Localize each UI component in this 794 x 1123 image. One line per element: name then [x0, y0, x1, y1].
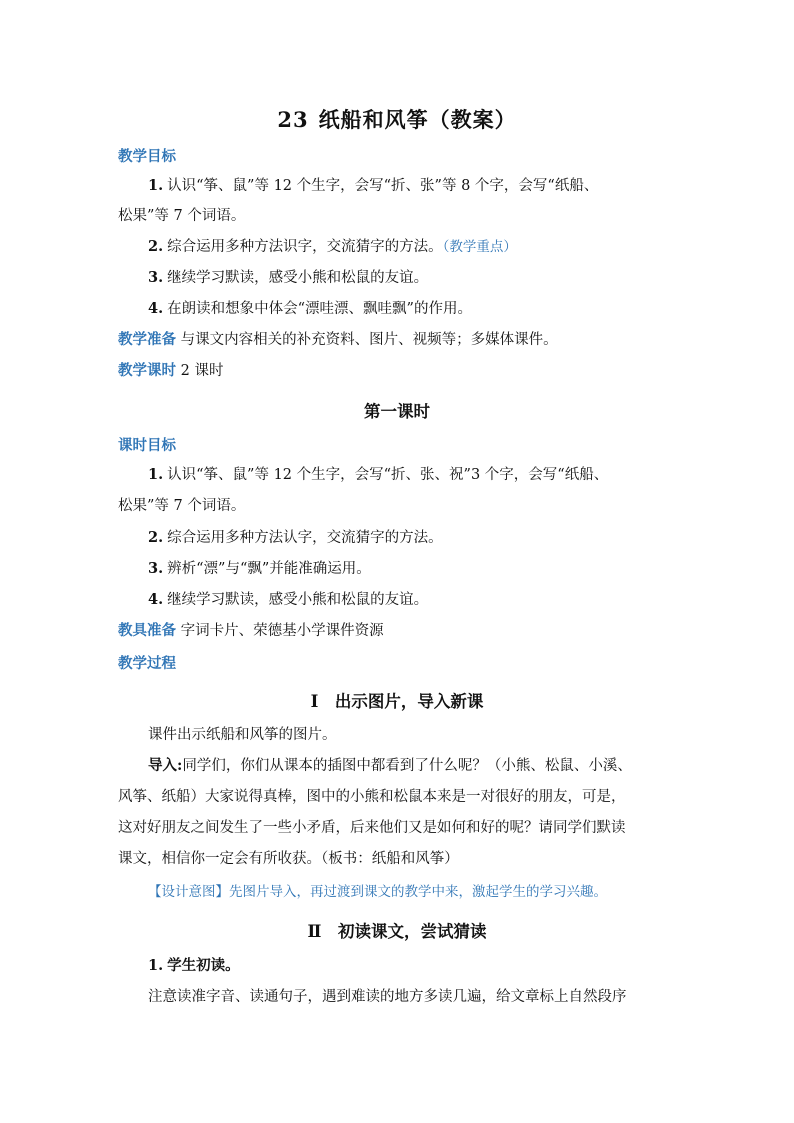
goal-item-2-number: 2. [148, 238, 164, 255]
teaching-hours-line [118, 361, 678, 381]
goal-item-4-text: 在朗读和想象中体会“漂哇漂、飘哇飘”的作用。 [167, 301, 472, 317]
teaching-goals-heading: 教学目标 [118, 148, 176, 165]
tools-prep-label: 教具准备 [118, 622, 176, 639]
intro-line-2: 风筝、纸船）大家说得真棒，图中的小熊和松鼠本来是一对很好的朋友，可是， [118, 789, 626, 805]
goal-item-1-line-2: 松果”等 7 个词语。 [118, 208, 246, 224]
goal-item-1-number: 1. [148, 177, 164, 194]
tools-prep-line [118, 621, 678, 641]
teaching-prep-label: 教学准备 [118, 331, 176, 348]
lesson-goal-2-text: 综合运用多种方法认字，交流猜字的方法。 [167, 530, 443, 546]
goal-item-2-text: 综合运用多种方法识字，交流猜字的方法。 [167, 239, 443, 255]
lesson-goal-4-text: 继续学习默读，感受小熊和松鼠的友谊。 [167, 592, 429, 608]
lesson-goal-1-line-1 [148, 465, 678, 485]
lesson-goal-4 [148, 590, 678, 610]
intro-line-4: 课文，相信你一定会有所收获。（板书：纸船和风筝） [118, 851, 459, 867]
lesson-number: 23 [277, 107, 309, 132]
section-2-title: Ⅱ 初读课文，尝试猜读 [307, 922, 487, 941]
teaching-hours-label: 教学课时 [118, 362, 176, 379]
goal-item-1-line-1 [148, 176, 678, 196]
lesson-goal-2 [148, 528, 678, 548]
lesson-goal-1-number: 1. [148, 466, 164, 483]
teaching-prep-line [118, 330, 678, 350]
teaching-prep-text: 与课文内容相关的补充资料、图片、视频等；多媒体课件。 [180, 332, 558, 348]
intro-line-3: 这对好朋友之间发生了一些小矛盾，后来他们又是如何和好的呢？请同学们默读 [118, 820, 626, 836]
goal-item-2 [148, 237, 678, 257]
lesson-goal-4-number: 4. [148, 591, 164, 608]
teaching-process-heading: 教学过程 [118, 655, 176, 672]
step-1-heading [148, 956, 678, 976]
lesson-goal-1-line-2: 松果”等 7 个词语。 [118, 498, 246, 514]
section-1-line-1: 课件出示纸船和风筝的图片。 [148, 727, 337, 743]
goal-item-4-number: 4. [148, 300, 164, 317]
teaching-hours-text: 2 课时 [180, 363, 224, 379]
lesson-1-title: 第一课时 [364, 402, 430, 421]
step-1-number: 1. [148, 957, 164, 974]
intro-label: 导入: [148, 757, 183, 774]
step-1-line-1: 注意读准字音、读通句子，遇到难读的地方多读几遍，给文章标上自然段序 [148, 989, 627, 1005]
lesson-goal-2-number: 2. [148, 529, 164, 546]
intro-line-1 [148, 756, 678, 776]
goal-item-4 [148, 299, 678, 319]
lesson-goals-heading: 课时目标 [118, 437, 176, 454]
goal-item-3-number: 3. [148, 269, 164, 286]
document-title [0, 104, 794, 134]
step-1-title: 学生初读。 [167, 957, 240, 974]
tools-prep-text: 字词卡片、荣德基小学课件资源 [180, 623, 384, 639]
section-1-title: Ⅰ 出示图片，导入新课 [310, 692, 484, 711]
lesson-goal-1-text: 认识“筝、鼠”等 12 个生字，会写“折、张、祝”3 个字，会写“纸船、 [167, 467, 609, 483]
lesson-title-text: 纸船和风筝（教案） [318, 107, 517, 132]
lesson-goal-3 [148, 559, 678, 579]
lesson-goal-3-number: 3. [148, 560, 164, 577]
intro-text-1: 同学们，你们从课本的插图中都看到了什么呢？（小熊、松鼠、小溪、 [182, 758, 632, 774]
design-intent-note: 【设计意图】先图片导入，再过渡到课文的教学中来，激起学生的学习兴趣。 [148, 884, 607, 900]
lesson-goal-3-text: 辨析“漂”与“飘”并能准确运用。 [167, 561, 371, 577]
goal-item-3-text: 继续学习默读，感受小熊和松鼠的友谊。 [167, 270, 429, 286]
goal-item-2-note: （教学重点） [442, 239, 517, 255]
goal-item-3 [148, 268, 678, 288]
goal-item-1-text: 认识“筝、鼠”等 12 个生字，会写“折、张”等 8 个字，会写“纸船、 [167, 178, 599, 194]
